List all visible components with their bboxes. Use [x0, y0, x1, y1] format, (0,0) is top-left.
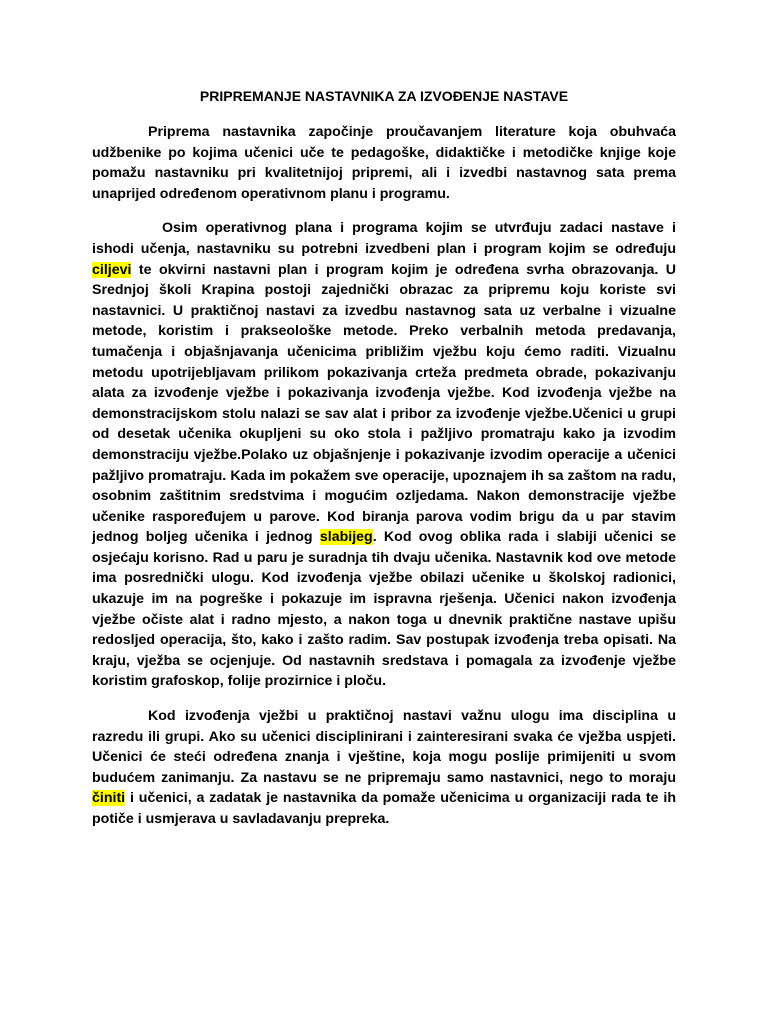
highlighted-word-slabijeg: slabijeg — [319, 529, 373, 546]
paragraph-2-part-1: Osim operativnog plana i programa kojim se utvrđuju zadaci nastave i ishodi učenja, nastavniku su potrebni izvedbeni plan i program kojim se određuju — [92, 220, 676, 257]
paragraph-1-text: Priprema nastavnika započinje proučavanjem literature koja obuhvaća udžbenike po kojima učenici uče te pedagoške, didaktičke i metodičke knjige koje pomažu nastavniku pri kvalitetnijoj pripremi, ali i izvedbi nastavnog sata prema unaprijed određenom operativnom planu i programu. — [92, 124, 676, 202]
paragraph-2-part-3: . Kod ovog oblika rada i slabiji učenici se osjećaju korisno. Rad u paru je suradnja tih dvaju učenika. Nastavnik kod ove metode ima posrednički ulogu. Kod izvođenja vježbe obilazi učenike u školskoj radionici, ukazuje im na pogreške i pokazuje im ispravna rješenja. Učenici nakon izvođenja vježbe očiste alat i radno mjesto, a nakon toga u dnevnik praktične nastave upišu redosljed operacija, što, kako i zašto radim. Sav postupak izvođenja treba opisati. Na kraju, vježba se ocjenjuje. Od nastavnih sredstava i pomagala za izvođenje vježbe koristim grafoskop, folije prozirnice i ploču. — [92, 529, 676, 690]
paragraph-2-part-2: te okvirni nastavni plan i program kojim je određena svrha obrazovanja. U Srednjoj školi Krapina postoji zajednički obrazac za pripremu koju koriste svi nastavnici. U praktičnoj nastavi za izvedbu nastavnog sata uz verbalne i vizualne metode, koristim i prakseološke metode. Preko verbalnih metoda predavanja, tumačenja i objašnjavanja učenicima približim vježbu koju ćemo raditi. Vizualnu metodu upotrijebljavam prilikom pokazivanja crteža predmeta obrade, pokazivanju alata za izvođenje vježbe i pokazivanja izvođenja vježbe. Kod izvođenja vježbe na demonstracijskom stolu nalazi se sav alat i pribor za izvođenje vježbe.Učenici u grupi od desetak učenika okupljeni su oko stola i pažljivo promatraju kako ja izvodim demonstraciju vježbe.Polako uz objašnjenje i pokazivanje izvodim operacije a učenici pažljivo promatraju. Kada im pokažem sve operacije, upoznajem ih sa zaštom na radu, osobnim zaštitnim sredstvima i mogućim ozljedama. Nakon demonstracije vježbe učenike raspoređujem u parove. Kod biranja parova vodim brigu da u par stavim jednog boljeg učenika i jednog — [92, 261, 676, 546]
paragraph-1 — [92, 122, 676, 204]
paragraph-3-part-1: Kod izvođenja vježbi u praktičnoj nastavi važnu ulogu ima disciplina u razredu ili grupi. Ako su učenici disciplinirani i zainteresirani svaka će vježba uspjeti. Učenici će steći određena znanja i vještine, koja mogu poslije primijeniti u svom budućem zanimanju. Za nastavu se ne pripremaju samo nastavnici, nego to moraju — [92, 708, 676, 786]
paragraph-3-part-2: i učenici, a zadatak je nastavnika da pomaže učenicima u organizaciji rada te ih potiče i usmjerava u savladavanju prepreka. — [92, 790, 676, 827]
paragraph-3 — [92, 706, 676, 830]
document-title: PRIPREMANJE NASTAVNIKA ZA IZVOĐENJE NASTAVE — [199, 88, 569, 104]
highlighted-word-ciniti: činiti — [92, 790, 126, 807]
highlighted-word-ciljevi: ciljevi — [92, 261, 132, 278]
paragraph-2 — [92, 218, 676, 692]
